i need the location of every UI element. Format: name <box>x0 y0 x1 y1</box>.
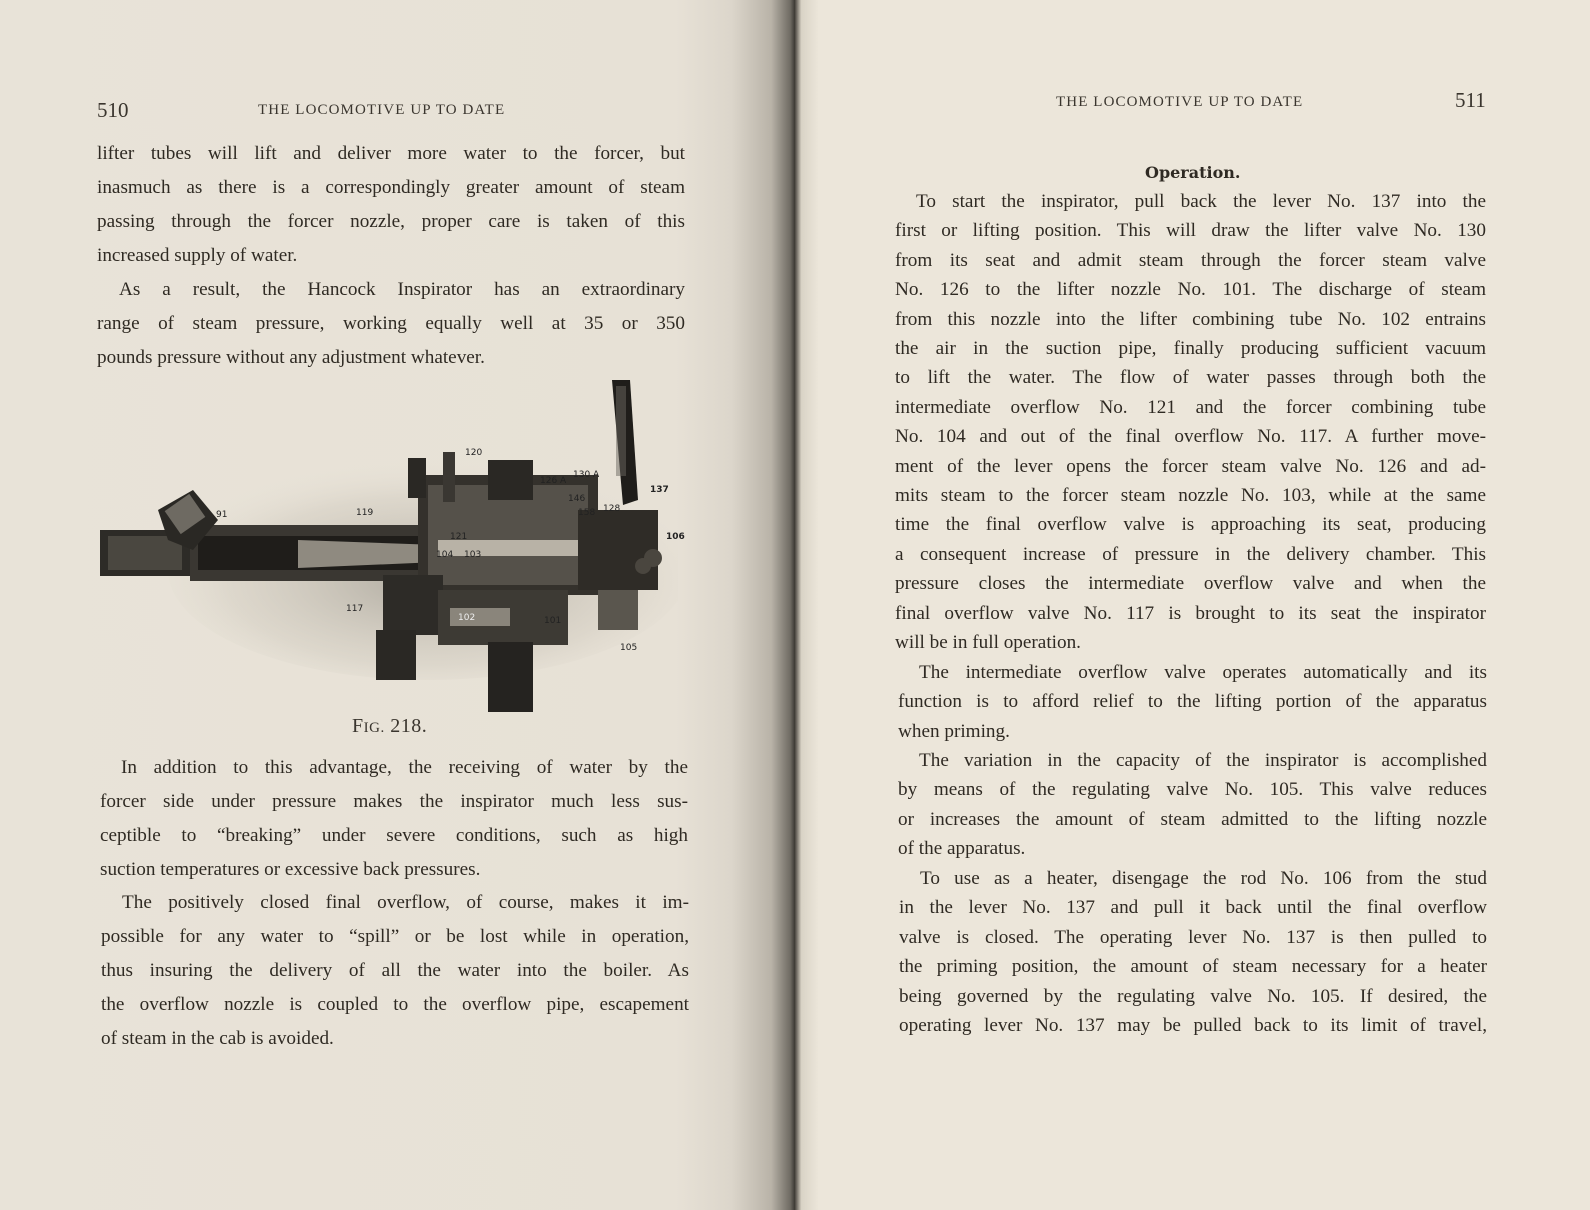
text-line: when priming. <box>898 720 1010 742</box>
text-line: first or lifting position. This will draw the lifter valve No. 130 <box>895 220 1486 242</box>
callout-146: 146 <box>568 494 586 504</box>
text-line: The variation in the capacity of the inspirator is accomplished <box>919 750 1487 771</box>
text-line: of steam in the cab is avoided. <box>101 1028 334 1049</box>
text-line: final overflow valve No. 117 is brought to its seat the inspirator <box>895 602 1486 624</box>
page-number: 511 <box>1455 88 1486 112</box>
text-line: suction temperatures or excessive back pressures. <box>100 859 481 880</box>
callout-137: 137 <box>650 485 669 495</box>
page-number: 510 <box>97 98 129 122</box>
figure-inspirator-section <box>98 380 685 720</box>
text-line: To use as a heater, disengage the rod No. 106 from the stud <box>920 868 1487 889</box>
text-line: lifter tubes will lift and deliver more water to the forcer, but <box>97 143 685 164</box>
text-line: possible for any water to “spill” or be lost while in operation, <box>101 926 689 947</box>
text-line: ment of the lever opens the forcer steam valve No. 126 and ad- <box>895 455 1486 477</box>
text-line: thus insuring the delivery of all the water into the boiler. As <box>101 960 689 981</box>
text-line: by means of the regulating valve No. 105. This valve reduces <box>898 779 1487 801</box>
text-line: range of steam pressure, working equally well at 35 or 350 <box>97 313 685 334</box>
text-line: or increases the amount of steam admitted to the lifting nozzle <box>898 808 1487 830</box>
paragraph <box>899 864 1487 1040</box>
figure-caption <box>352 715 427 738</box>
callout-158: 158 <box>578 508 596 518</box>
text-line: from its seat and admit steam through the forcer steam valve <box>895 249 1486 271</box>
right-page <box>795 0 1590 1210</box>
text-line: As a result, the Hancock Inspirator has an extraordinary <box>119 279 685 300</box>
text-line: function is to afford relief to the lifting portion of the apparatus <box>898 691 1487 713</box>
caption-prefix: F <box>352 715 364 737</box>
text-line: of the apparatus. <box>898 838 1026 860</box>
text-line: The positively closed final overflow, of course, makes it im- <box>122 892 689 913</box>
callout-126a: 126 A <box>540 476 567 486</box>
callout-130a: 130 A <box>573 470 600 480</box>
paragraph <box>895 187 1486 658</box>
text-line: the overflow nozzle is coupled to the overflow pipe, escapement <box>101 994 689 1015</box>
paragraph <box>97 137 685 273</box>
text-line: from this nozzle into the lifter combining tube No. 102 entrains <box>895 308 1486 330</box>
inspirator-diagram-icon <box>98 380 678 720</box>
text-line: pressure closes the intermediate overflow valve and when the <box>895 573 1486 595</box>
text-line: the priming position, the amount of steam necessary for a heater <box>899 956 1487 978</box>
paragraph <box>898 658 1487 746</box>
text-line: the air in the suction pipe, finally producing sufficient vacuum <box>895 338 1486 360</box>
text-line: valve is closed. The operating lever No. 137 is then pulled to <box>899 926 1487 948</box>
paragraph <box>101 886 689 1056</box>
caption-smallcaps: IG. <box>363 720 385 736</box>
text-line: No. 104 and out of the final overflow No. 117. A further move- <box>895 426 1486 448</box>
callout-104: 104 <box>436 550 454 560</box>
text-line: a consequent increase of pressure in the delivery chamber. This <box>895 543 1486 565</box>
text-line: intermediate overflow No. 121 and the forcer combining tube <box>895 396 1486 418</box>
text-line: To start the inspirator, pull back the lever No. 137 into the <box>916 191 1486 212</box>
text-line: increased supply of water. <box>97 245 298 266</box>
callout-117: 117 <box>346 604 364 614</box>
text-line: being governed by the regulating valve No. 105. If desired, the <box>899 985 1487 1007</box>
paragraph <box>898 746 1487 864</box>
callout-119: 119 <box>356 508 374 518</box>
running-head: THE LOCOMOTIVE UP TO DATE <box>258 102 506 118</box>
callout-105: 105 <box>620 643 638 653</box>
text-line: forcer side under pressure makes the inspirator much less sus- <box>100 791 688 812</box>
text-line: No. 126 to the lifter nozzle No. 101. The discharge of steam <box>895 279 1486 301</box>
text-line: will be in full operation. <box>895 632 1081 654</box>
callout-102: 102 <box>458 613 476 623</box>
text-line: passing through the forcer nozzle, proper care is taken of this <box>97 211 685 232</box>
text-line: in the lever No. 137 and pull it back until the final overflow <box>899 897 1487 919</box>
caption-number: 218. <box>390 715 428 737</box>
section-heading: Operation. <box>1145 163 1241 182</box>
text-line: time the final overflow valve is approaching its seat, producing <box>895 514 1486 536</box>
text-line: The intermediate overflow valve operates automatically and its <box>919 662 1487 683</box>
callout-128: 128 <box>603 504 621 514</box>
callout-106: 106 <box>666 532 685 542</box>
callout-121: 121 <box>450 532 468 542</box>
text-line: inasmuch as there is a correspondingly greater amount of steam <box>97 177 685 198</box>
running-head: THE LOCOMOTIVE UP TO DATE <box>1056 94 1304 110</box>
text-line: In addition to this advantage, the receiving of water by the <box>121 757 688 778</box>
text-line: mits steam to the forcer steam nozzle No. 103, while at the same <box>895 485 1486 507</box>
text-line: operating lever No. 137 may be pulled back to its limit of travel, <box>899 1015 1487 1037</box>
callout-91: 91 <box>216 510 228 520</box>
callout-101: 101 <box>544 616 562 626</box>
paragraph <box>100 751 688 887</box>
text-line: ceptible to “breaking” under severe conditions, such as high <box>100 825 688 846</box>
text-line: pounds pressure without any adjustment whatever. <box>97 347 485 368</box>
callout-103: 103 <box>464 550 482 560</box>
paragraph <box>97 273 685 375</box>
callout-120: 120 <box>465 448 483 458</box>
text-line: to lift the water. The flow of water passes through both the <box>895 367 1486 389</box>
